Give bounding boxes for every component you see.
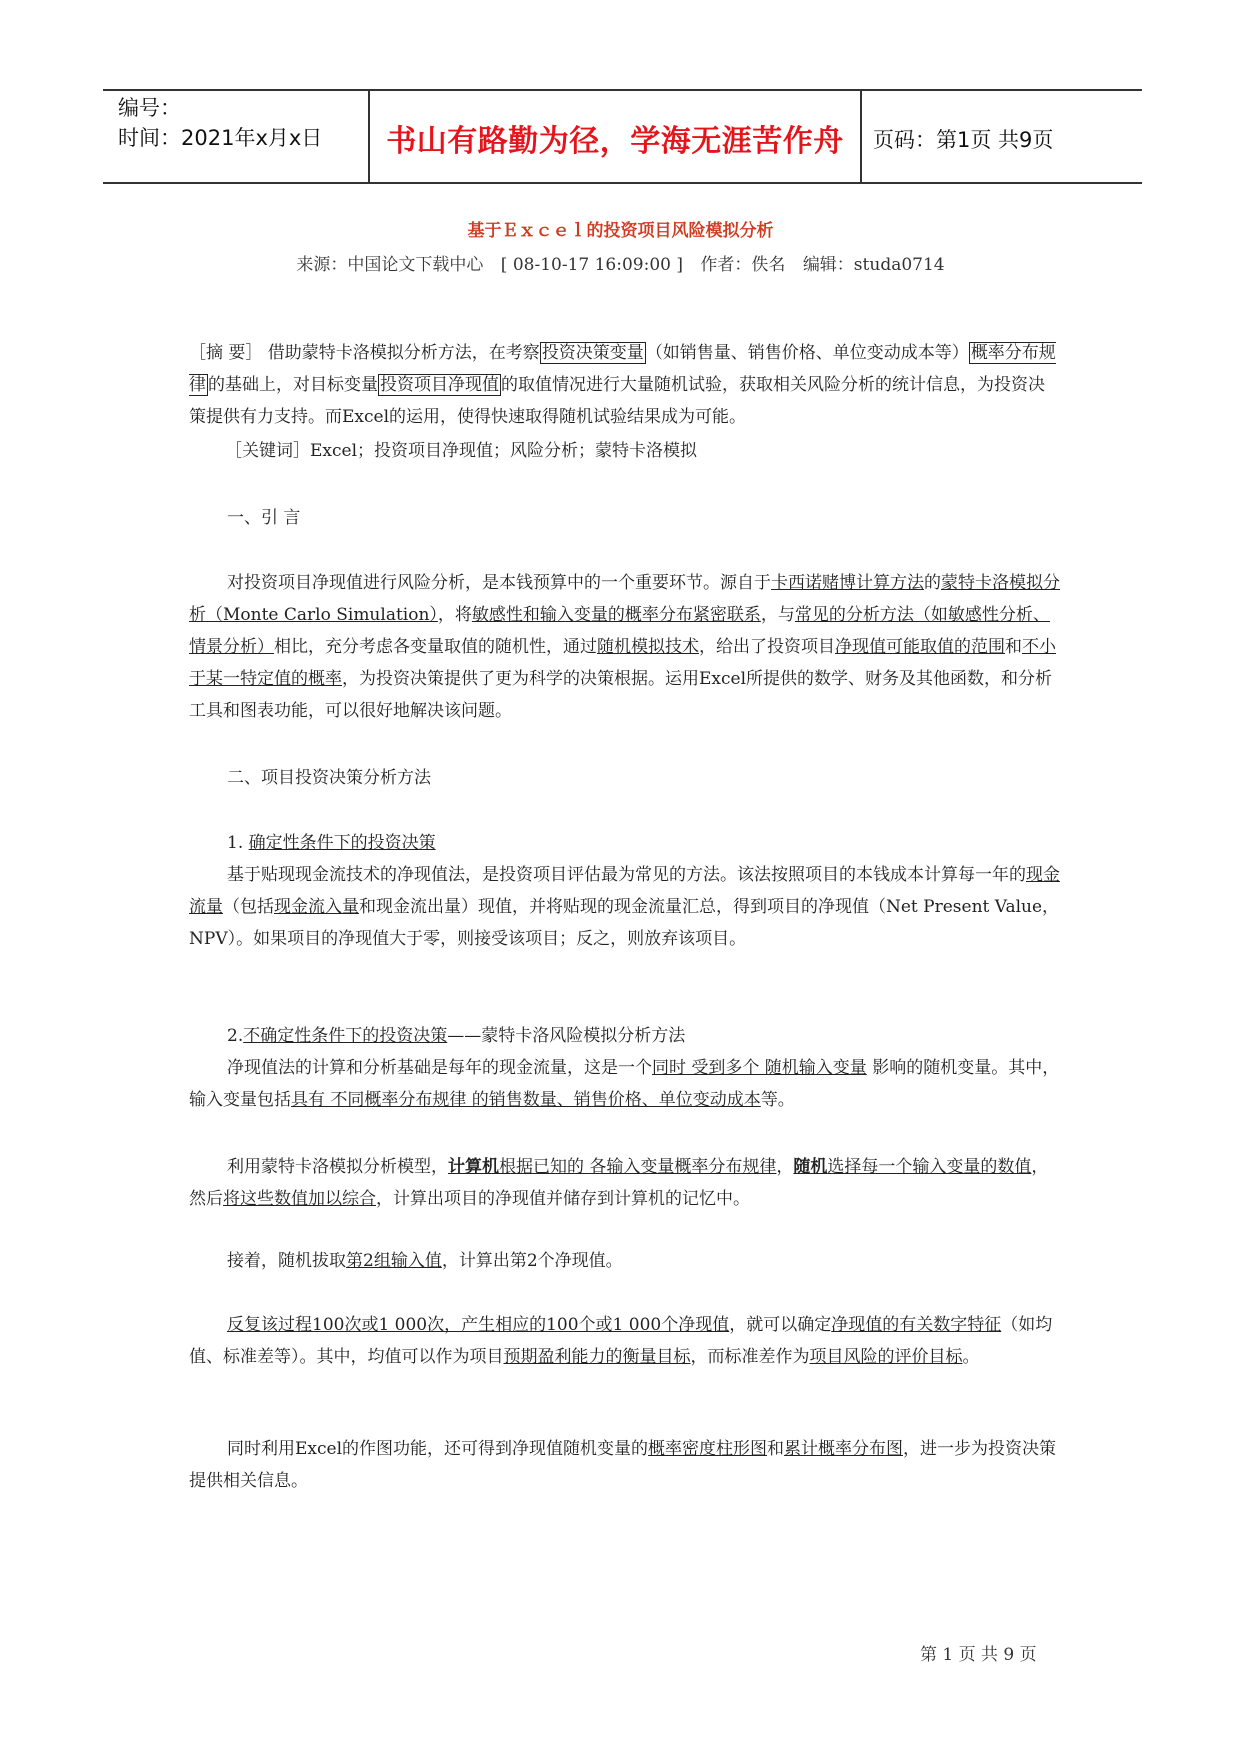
abstract-text: 的基础上，对目标变量: [208, 375, 378, 395]
article-datetime: [ 08-10-17 16:09:00 ]: [500, 255, 683, 275]
abstract-text: （如销售量、销售价格、单位变动成本等）: [645, 343, 969, 363]
model-paragraph: [189, 1151, 1061, 1215]
subsection-heading-2: [189, 1020, 1061, 1052]
paragraph-text: ，然后: [189, 1157, 1049, 1209]
underlined-term: 同时 受到多个 随机输入变量: [652, 1058, 867, 1078]
header-number-label: 编号：: [118, 96, 181, 120]
article-title: 基于Ｅｘｃｅｌ的投资项目风险模拟分析: [467, 221, 774, 241]
paragraph-text: ，而标准差作为: [690, 1347, 810, 1367]
paragraph-text: 基于贴现现金流技术的净现值法，是投资项目评估最为常见的方法。该法按照项目的本钱成本计算每一年的: [227, 865, 1026, 885]
term-box-npv: 投资项目净现值: [380, 375, 499, 395]
paragraph-text: 接着，随机拔取: [227, 1251, 346, 1271]
underlined-term: 选择每一个输入变量的数值: [827, 1157, 1032, 1177]
intro-paragraph: [189, 567, 1061, 727]
header-divider-right: [860, 89, 862, 182]
paragraph-text: （如均值、标准差等）。其中，均值可以作为项目: [189, 1315, 1053, 1367]
underlined-term: 现金流量: [189, 865, 1060, 917]
paragraph-text: 相比，充分考虑各变量取值的随机性，通过: [274, 637, 597, 657]
paragraph-text: ，: [776, 1157, 794, 1177]
article-author: 作者：佚名: [700, 255, 786, 275]
paragraph-text: ，就可以确定: [729, 1315, 832, 1335]
header-meta: [118, 93, 322, 153]
paragraph-text: 和现金流出量）现值，并将贴现的现金流量汇总，得到项目的净现值（Net Present Value，NPV）。如果项目的净现值大于零，则接受该项目；反之，则放弃该项目。: [189, 897, 1060, 949]
underlined-term: 具有 不同概率分布规律 的销售数量、销售价格、单位变动成本: [291, 1090, 761, 1110]
underlined-term: 概率密度柱形图: [648, 1439, 768, 1459]
abstract-text: 的取值情况进行大量随机试验，获取相关风险分析的统计信息，为投资决策提供有力支持。而Excel的运用，使得快速取得随机试验结果成为可能。: [189, 375, 1045, 427]
header-motto: 书山有路勤为径，学海无涯苦作舟: [386, 124, 844, 159]
header-date-label: 时间：2021年x月x日: [118, 126, 323, 150]
paragraph-text: 影响的随机变量。其中，输入变量包括: [189, 1058, 1060, 1110]
underlined-term: 反复该过程100次或1 000次，产生相应的100个或1 000个净现值: [227, 1315, 730, 1335]
header-bottom-rule: [103, 182, 1142, 184]
paragraph-text: 和: [1005, 637, 1022, 657]
paragraph-text: 的: [924, 573, 941, 593]
paragraph-text: ，为投资决策提供了更为科学的决策根据。运用Excel所提供的数学、财务及其他函数，和分析工具和图表功能，可以很好地解决该问题。: [189, 669, 1053, 721]
abstract-paragraph: [189, 337, 1061, 433]
bold-term: 计算机: [448, 1157, 499, 1177]
paragraph-text: ，进一步为投资决策提供相关信息。: [189, 1439, 1057, 1491]
subsection-title: 确定性条件下的投资决策: [248, 833, 436, 853]
underlined-term: 蒙特卡洛模拟分析（Monte Carlo Simulation）: [189, 573, 1060, 625]
paragraph-text: 利用蒙特卡洛模拟分析模型，: [227, 1157, 448, 1177]
subsection-title-rest: ——蒙特卡洛风险模拟分析方法: [447, 1026, 686, 1046]
underlined-term: 不小于某一特定值的概率: [189, 637, 1056, 689]
paragraph-text: （包括: [223, 897, 274, 917]
second-draw-paragraph: [189, 1245, 1061, 1277]
underlined-term: 随机模拟技术: [597, 637, 699, 657]
header-divider-left: [368, 89, 370, 182]
underlined-term: 项目风险的评价目标: [809, 1347, 963, 1367]
bold-term: 随机: [793, 1157, 828, 1177]
underlined-term: 常见的分析方法（如敏感性分析、情景分析）: [189, 605, 1050, 657]
underlined-term: 净现值可能取值的范围: [835, 637, 1005, 657]
underlined-term: 根据已知的 各输入变量概率分布规律: [499, 1157, 777, 1177]
underlined-term: 累计概率分布图: [784, 1439, 904, 1459]
keywords: ［关键词］Excel；投资项目净现值；风险分析；蒙特卡洛模拟: [225, 441, 698, 461]
repeat-paragraph: [189, 1309, 1061, 1373]
header-page-info: 页码：第1页 共9页: [873, 128, 1054, 152]
section-heading-intro: 一、引 言: [227, 508, 301, 528]
cashflow-paragraph: [189, 1052, 1061, 1116]
paragraph-text: 。: [962, 1347, 980, 1367]
underlined-term: 第2组输入值: [346, 1251, 442, 1271]
underlined-term: 净现值的有关数字特征: [831, 1315, 1002, 1335]
abstract-text: ［摘 要］ 借助蒙特卡洛模拟分析方法，在考察: [189, 343, 540, 363]
underlined-term: 现金流入量: [274, 897, 359, 917]
paragraph-text: ，计算出项目的净现值并储存到计算机的记忆中。: [376, 1189, 750, 1209]
paragraph-text: ，与: [760, 605, 795, 625]
subsection-title: 不确定性条件下的投资决策: [243, 1026, 448, 1046]
underlined-term: 将这些数值加以综合: [223, 1189, 376, 1209]
header-top-rule: [103, 89, 1142, 91]
paragraph-text: 等。: [760, 1090, 795, 1110]
article-source-line: [0, 250, 1241, 275]
paragraph-text: ，给出了投资项目: [699, 637, 835, 657]
paragraph-text: ，计算出第2个净现值。: [441, 1251, 623, 1271]
subsection-number: 2.: [227, 1026, 244, 1046]
article-editor: 编辑：studa0714: [802, 255, 945, 275]
paragraph-text: 同时利用Excel的作图功能，还可得到净现值随机变量的: [227, 1439, 649, 1459]
page-footer: 第 1 页 共 9 页: [920, 1645, 1037, 1665]
charting-paragraph: [189, 1433, 1061, 1497]
npv-method-paragraph: [189, 859, 1061, 955]
article-source: 来源：中国论文下载中心: [296, 255, 484, 275]
underlined-term: 敏感性和输入变量的概率分布紧密联系: [471, 605, 761, 625]
underlined-term: 预期盈利能力的衡量目标: [503, 1347, 691, 1367]
section-heading-methods: 二、项目投资决策分析方法: [227, 768, 431, 788]
paragraph-text: 净现值法的计算和分析基础是每年的现金流量，这是一个: [227, 1058, 652, 1078]
term-box-investment-variable: 投资决策变量: [541, 343, 644, 363]
underlined-term: 卡西诺赌博计算方法: [771, 573, 924, 593]
term-box-probability-law: 概率分布规律: [189, 343, 1056, 395]
subsection-heading-1: [189, 827, 1061, 859]
paragraph-text: 对投资项目净现值进行风险分析，是本钱预算中的一个重要环节。源自于: [227, 573, 771, 593]
paragraph-text: ，将: [437, 605, 472, 625]
subsection-number: 1.: [227, 833, 249, 853]
paragraph-text: 和: [767, 1439, 785, 1459]
